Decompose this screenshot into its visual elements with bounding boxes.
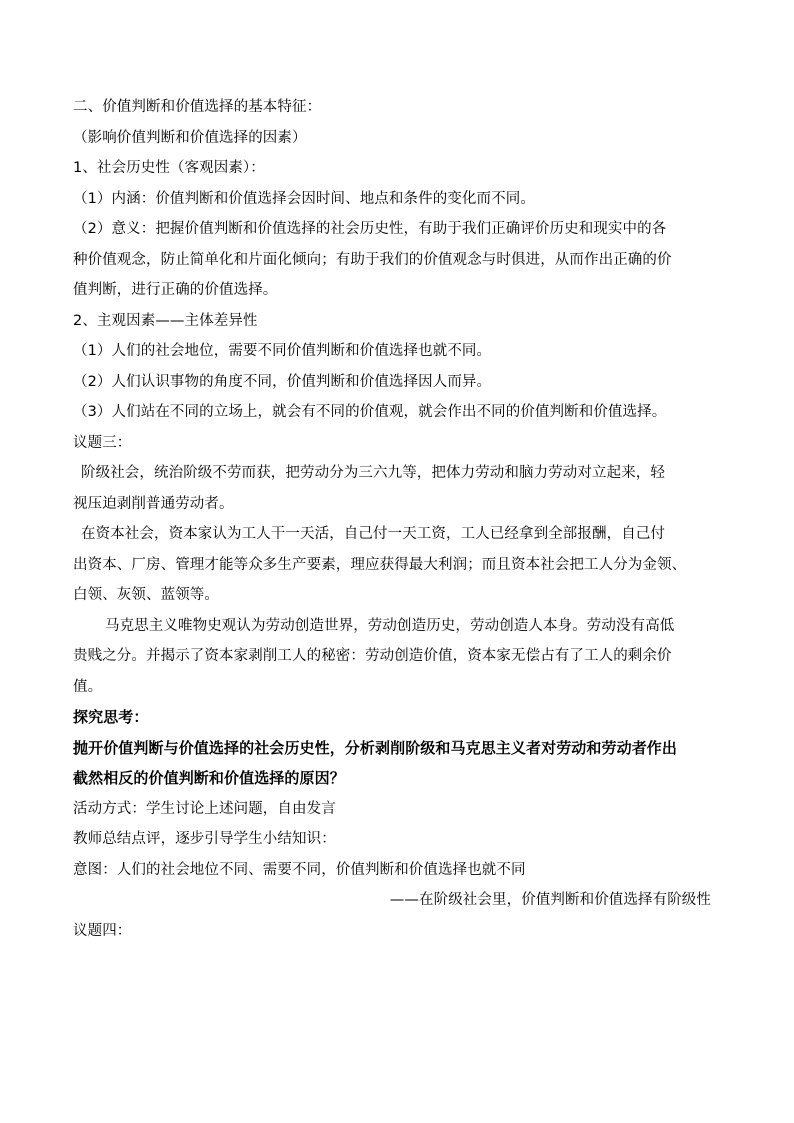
text-line: （2）意义：把握价值判断和价值选择的社会历史性，有助于我们正确评价历史和现实中的各 bbox=[73, 221, 667, 237]
text-line: 议题四： bbox=[73, 922, 132, 939]
text-line: 视压迫剥削普通劳动者。 bbox=[73, 495, 234, 512]
text-line: 在资本社会，资本家认为工人干一天活，自己付一天工资，工人已经拿到全部报酬，自己付 bbox=[81, 526, 665, 542]
text-line: 白领、灰领、蓝领等。 bbox=[73, 587, 219, 603]
text-line: 阶级社会，统治阶级不劳而获，把劳动分为三六九等，把体力劳动和脑力劳动对立起来，轻 bbox=[81, 465, 665, 481]
text-line: 抛开价值判断与价值选择的社会历史性，分析剥削阶级和马克思主义者对劳动和劳动者作出 bbox=[73, 738, 678, 757]
text-line: 马克思主义唯物史观认为劳动创造世界，劳动创造历史，劳动创造人本身。劳动没有高低 bbox=[105, 617, 675, 634]
text-line: 出资本、厂房、管理才能等众多生产要素，理应获得最大利润；而且资本社会把工人分为金领、 bbox=[73, 556, 687, 573]
text-line: 活动方式：学生讨论上述问题，自由发言 bbox=[73, 800, 336, 817]
text-line: 值判断，进行正确的价值选择。 bbox=[73, 282, 278, 298]
text-line: 议题三： bbox=[73, 434, 132, 451]
text-line: 教师总结点评，逐步引导学生小结知识： bbox=[73, 831, 336, 847]
text-line: 二、价值判断和价值选择的基本特征： bbox=[73, 99, 322, 115]
text-line: （3）人们站在不同的立场上，就会有不同的价值观，就会作出不同的价值判断和价值选择。 bbox=[73, 404, 667, 420]
text-line: 截然相反的价值判断和价值选择的原因？ bbox=[73, 769, 345, 787]
text-line: 贵贱之分。并揭示了资本家剥削工人的秘密：劳动创造价值，资本家无偿占有了工人的剩余价 bbox=[73, 648, 672, 664]
text-line: 值。 bbox=[73, 678, 103, 695]
text-line: 1、社会历史性（客观因素）： bbox=[73, 160, 265, 176]
text-line: （影响价值判断和价值选择的因素） bbox=[73, 129, 307, 146]
document-body bbox=[73, 92, 723, 946]
text-line: （1）人们的社会地位，需要不同价值判断和价值选择也就不同。 bbox=[73, 343, 492, 359]
text-line: 2、主观因素——主体差异性 bbox=[73, 312, 258, 329]
text-line: 种价值观念，防止简单化和片面化倾向；有助于我们的价值观念与时俱进，从而作出正确的价 bbox=[73, 251, 672, 268]
text-line: 意图：人们的社会地位不同、需要不同，价值判断和价值选择也就不同 bbox=[73, 861, 526, 878]
text-line: 探究思考： bbox=[73, 708, 149, 726]
text-line: （1）内涵：价值判断和价值选择会因时间、地点和条件的变化而不同。 bbox=[73, 190, 535, 207]
text-line: ——在阶级社会里，价值判断和价值选择有阶级性 bbox=[389, 892, 711, 908]
text-line: （2）人们认识事物的角度不同，价值判断和价值选择因人而异。 bbox=[73, 373, 492, 390]
